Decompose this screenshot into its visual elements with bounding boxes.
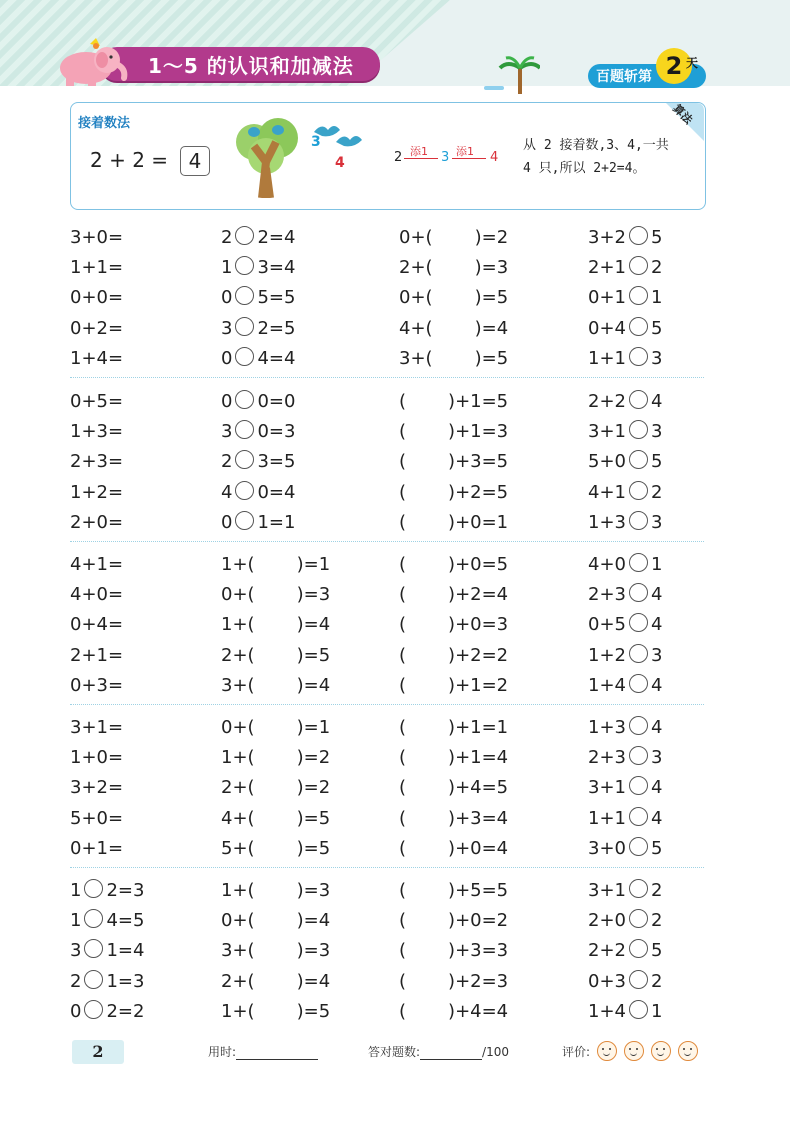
exercise-item: ( )+3=3 bbox=[399, 940, 509, 962]
exercise-item: 2+0 2 bbox=[588, 910, 663, 932]
sequence-start: 2 bbox=[394, 150, 403, 165]
comparison-circle[interactable] bbox=[629, 837, 648, 856]
exercise-item: 2+3= bbox=[70, 451, 124, 473]
smiley-face-icon[interactable] bbox=[678, 1041, 698, 1061]
exercise-item: 1+3= bbox=[70, 421, 124, 443]
palm-tree-icon bbox=[484, 56, 540, 96]
smiley-face-icon[interactable] bbox=[597, 1041, 617, 1061]
corner-tag-label: 算法 bbox=[670, 101, 696, 127]
exercise-item: 4+1= bbox=[70, 554, 124, 575]
section-divider bbox=[70, 704, 704, 705]
exercise-item: 1+4 1 bbox=[588, 1000, 663, 1022]
exercise-item: 0+( )=5 bbox=[399, 287, 509, 309]
exercise-item: 2+1= bbox=[70, 644, 124, 666]
exercise-item: 1+1= bbox=[70, 257, 124, 279]
smiley-face-icon[interactable] bbox=[624, 1041, 644, 1061]
exercise-item: 2+( )=4 bbox=[221, 970, 331, 992]
bird-count-b: 4 bbox=[335, 155, 345, 171]
comparison-circle[interactable] bbox=[629, 226, 648, 245]
exercise-item: 1+4 4 bbox=[588, 674, 663, 696]
comparison-circle[interactable] bbox=[629, 970, 648, 989]
exercise-item: ( )+2=2 bbox=[399, 644, 509, 666]
exercise-row bbox=[0, 508, 790, 538]
exercise-row bbox=[0, 580, 790, 610]
exercise-item: ( )+1=1 bbox=[399, 717, 509, 738]
exercise-item: 1+( )=4 bbox=[221, 614, 331, 636]
exercise-item: 1+2= bbox=[70, 481, 124, 503]
exercise-row bbox=[0, 743, 790, 773]
exercise-item: 3 1=4 bbox=[70, 940, 145, 962]
exercise-row bbox=[0, 906, 790, 936]
exercise-row bbox=[0, 610, 790, 640]
page-number: 2 bbox=[72, 1040, 124, 1064]
sequence-end: 4 bbox=[490, 150, 499, 165]
exercise-item: ( )+4=4 bbox=[399, 1000, 509, 1022]
exercise-item: ( )+3=4 bbox=[399, 807, 509, 829]
exercise-item: ( )+0=4 bbox=[399, 837, 509, 859]
elephant-icon bbox=[52, 38, 132, 88]
exercise-item: 2+( )=2 bbox=[221, 777, 331, 799]
comparison-circle[interactable] bbox=[235, 317, 254, 336]
time-field bbox=[208, 1043, 318, 1060]
exercise-row bbox=[0, 773, 790, 803]
correct-field bbox=[368, 1043, 509, 1060]
exercise-item: 0+( )=3 bbox=[221, 584, 331, 606]
exercise-row bbox=[0, 223, 790, 253]
smiley-face-icon[interactable] bbox=[651, 1041, 671, 1061]
exercise-item: 2+0= bbox=[70, 511, 124, 533]
exercise-item: 1+( )=2 bbox=[221, 747, 331, 769]
exercise-item: ( )+1=2 bbox=[399, 674, 509, 696]
comparison-circle[interactable] bbox=[84, 879, 103, 898]
method-description-line: 4 只,所以 2+2=4。 bbox=[523, 161, 646, 176]
exercise-row bbox=[0, 997, 790, 1027]
exercise-item: 0+( )=4 bbox=[221, 910, 331, 932]
exercise-item: 2+2 5 bbox=[588, 940, 663, 962]
comparison-circle[interactable] bbox=[629, 553, 648, 572]
comparison-circle[interactable] bbox=[84, 939, 103, 958]
comparison-circle[interactable] bbox=[629, 807, 648, 826]
exercise-item: 2 3=5 bbox=[221, 451, 296, 473]
exercise-row bbox=[0, 447, 790, 477]
exercise-item: ( )+0=3 bbox=[399, 614, 509, 636]
exercise-item: ( )+0=2 bbox=[399, 910, 509, 932]
exercise-item: 4+( )=5 bbox=[221, 807, 331, 829]
exercise-row bbox=[0, 936, 790, 966]
exercise-item: 4+0= bbox=[70, 584, 124, 606]
exercise-item: 1+1 4 bbox=[588, 807, 663, 829]
correct-blank[interactable] bbox=[420, 1059, 482, 1060]
exercise-item: ( )+2=3 bbox=[399, 970, 509, 992]
exercise-item: 0+3 2 bbox=[588, 970, 663, 992]
exercise-item: 1+( )=5 bbox=[221, 1000, 331, 1022]
exercise-item: 5+0 5 bbox=[588, 451, 663, 473]
exercise-row bbox=[0, 253, 790, 283]
exercise-item: 5+( )=5 bbox=[221, 837, 331, 859]
bird-count-a: 3 bbox=[311, 134, 321, 150]
exercise-item: 3+( )=5 bbox=[399, 347, 509, 369]
comparison-circle[interactable] bbox=[629, 317, 648, 336]
exercise-item: 1 4=5 bbox=[70, 910, 145, 932]
exercise-row bbox=[0, 641, 790, 671]
exercise-item: 2+1 2 bbox=[588, 257, 663, 279]
comparison-circle[interactable] bbox=[84, 1000, 103, 1019]
exercise-item: 0+( )=1 bbox=[221, 717, 331, 738]
sequence-arrow bbox=[404, 158, 438, 159]
method-description bbox=[523, 134, 669, 180]
exercise-row bbox=[0, 344, 790, 374]
comparison-circle[interactable] bbox=[629, 583, 648, 602]
exercise-item: 0 5=5 bbox=[221, 287, 296, 309]
exercise-item: 3+( )=4 bbox=[221, 674, 331, 696]
comparison-circle[interactable] bbox=[235, 226, 254, 245]
exercise-row bbox=[0, 967, 790, 997]
sequence-step-label: 添1 bbox=[410, 145, 428, 158]
day-number: 2 bbox=[656, 48, 692, 84]
comparison-circle[interactable] bbox=[629, 450, 648, 469]
comparison-circle[interactable] bbox=[84, 970, 103, 989]
time-label: 用时: bbox=[208, 1045, 237, 1059]
exercise-item: 1+( )=3 bbox=[221, 880, 331, 901]
exercise-item: 4+( )=4 bbox=[399, 317, 509, 339]
exercise-item: 0 4=4 bbox=[221, 347, 296, 369]
section-divider bbox=[70, 377, 704, 378]
exercise-item: ( )+2=4 bbox=[399, 584, 509, 606]
time-blank[interactable] bbox=[236, 1059, 318, 1060]
method-title: 接着数法 bbox=[78, 116, 131, 131]
comparison-circle[interactable] bbox=[235, 286, 254, 305]
comparison-circle[interactable] bbox=[629, 347, 648, 366]
exercise-item: ( )+3=5 bbox=[399, 451, 509, 473]
exercise-item: 0+4 5 bbox=[588, 317, 663, 339]
comparison-circle[interactable] bbox=[629, 674, 648, 693]
exercise-item: ( )+0=1 bbox=[399, 511, 509, 533]
exercise-row bbox=[0, 713, 790, 743]
exercise-row bbox=[0, 671, 790, 701]
exercise-item: ( )+2=5 bbox=[399, 481, 509, 503]
exercise-item: 1+4= bbox=[70, 347, 124, 369]
exercise-item: 0 2=2 bbox=[70, 1000, 145, 1022]
tree-icon bbox=[232, 112, 302, 198]
exercise-item: 3+1= bbox=[70, 717, 124, 738]
exercise-item: ( )+1=3 bbox=[399, 421, 509, 443]
exercise-item: 2+2 4 bbox=[588, 391, 663, 412]
exercise-row bbox=[0, 550, 790, 580]
exercise-row bbox=[0, 876, 790, 906]
correct-total: /100 bbox=[482, 1045, 509, 1059]
comparison-circle[interactable] bbox=[629, 716, 648, 735]
exercise-row bbox=[0, 834, 790, 864]
sequence-step-label: 添1 bbox=[456, 145, 474, 158]
exercise-row bbox=[0, 417, 790, 447]
comparison-circle[interactable] bbox=[629, 746, 648, 765]
exercise-item: 0+( )=2 bbox=[399, 227, 509, 248]
exercise-item: 3+( )=3 bbox=[221, 940, 331, 962]
comparison-circle[interactable] bbox=[629, 390, 648, 409]
exercise-item: 2+3 3 bbox=[588, 747, 663, 769]
exercise-item: 2+3 4 bbox=[588, 584, 663, 606]
comparison-circle[interactable] bbox=[629, 1000, 648, 1019]
exercise-item: 0+5= bbox=[70, 391, 124, 412]
comparison-circle[interactable] bbox=[629, 613, 648, 632]
sequence-arrow bbox=[452, 158, 486, 159]
comparison-circle[interactable] bbox=[84, 909, 103, 928]
section-divider bbox=[70, 867, 704, 868]
comparison-circle[interactable] bbox=[235, 511, 254, 530]
section-divider bbox=[70, 541, 704, 542]
comparison-circle[interactable] bbox=[629, 879, 648, 898]
exercise-item: 1+0= bbox=[70, 747, 124, 769]
exercise-item: 2 1=3 bbox=[70, 970, 145, 992]
exercise-item: 1+3 4 bbox=[588, 717, 663, 738]
exercise-item: ( )+1=4 bbox=[399, 747, 509, 769]
comparison-circle[interactable] bbox=[629, 481, 648, 500]
exercise-item: 5+0= bbox=[70, 807, 124, 829]
exercise-item: 1 3=4 bbox=[221, 257, 296, 279]
exercise-item: 2+( )=5 bbox=[221, 644, 331, 666]
sequence-mid: 3 bbox=[441, 150, 450, 165]
exercise-item: 3 2=5 bbox=[221, 317, 296, 339]
exercise-item: 0+1 1 bbox=[588, 287, 663, 309]
exercise-item: 3+2= bbox=[70, 777, 124, 799]
comparison-circle[interactable] bbox=[235, 347, 254, 366]
comparison-circle[interactable] bbox=[235, 481, 254, 500]
comparison-circle[interactable] bbox=[629, 420, 648, 439]
exercise-item: 3+0= bbox=[70, 227, 124, 248]
exercise-item: 1+1 3 bbox=[588, 347, 663, 369]
comparison-circle[interactable] bbox=[629, 286, 648, 305]
exercise-item: ( )+4=5 bbox=[399, 777, 509, 799]
comparison-circle[interactable] bbox=[235, 256, 254, 275]
exercise-item: 1+3 3 bbox=[588, 511, 663, 533]
comparison-circle[interactable] bbox=[629, 511, 648, 530]
exercise-item: 0+3= bbox=[70, 674, 124, 696]
exercise-item: 3+1 4 bbox=[588, 777, 663, 799]
exercise-item: ( )+0=5 bbox=[399, 554, 509, 575]
method-equation: 2 + 2 = bbox=[90, 148, 169, 172]
exercise-item: 3 0=3 bbox=[221, 421, 296, 443]
exercise-row bbox=[0, 804, 790, 834]
exercise-item: 0+1= bbox=[70, 837, 124, 859]
method-answer-box: 4 bbox=[180, 146, 210, 176]
comparison-circle[interactable] bbox=[629, 939, 648, 958]
day-unit: 天 bbox=[686, 56, 699, 70]
exercise-item: 3+1 3 bbox=[588, 421, 663, 443]
comparison-circle[interactable] bbox=[235, 390, 254, 409]
comparison-circle[interactable] bbox=[235, 420, 254, 439]
exercise-item: 0+4= bbox=[70, 614, 124, 636]
comparison-circle[interactable] bbox=[629, 644, 648, 663]
exercise-item: ( )+5=5 bbox=[399, 880, 509, 901]
exercise-item: 3+1 2 bbox=[588, 880, 663, 901]
exercise-item: 1 2=3 bbox=[70, 880, 145, 901]
rating-label: 评价: bbox=[562, 1045, 591, 1059]
comparison-circle[interactable] bbox=[629, 256, 648, 275]
exercise-item: 3+0 5 bbox=[588, 837, 663, 859]
exercise-item: 4+0 1 bbox=[588, 554, 663, 575]
exercise-row bbox=[0, 387, 790, 417]
exercise-item: 2+( )=3 bbox=[399, 257, 509, 279]
day-badge-label: 百题斩第 bbox=[596, 69, 652, 85]
method-description-line: 从 2 接着数,3、4,一共 bbox=[523, 138, 669, 153]
exercise-item: 1+( )=1 bbox=[221, 554, 331, 575]
comparison-circle[interactable] bbox=[235, 450, 254, 469]
exercise-item: 0+5 4 bbox=[588, 614, 663, 636]
exercise-row bbox=[0, 283, 790, 313]
exercise-row bbox=[0, 478, 790, 508]
exercise-item: 0 0=0 bbox=[221, 391, 296, 412]
exercise-item: 2 2=4 bbox=[221, 227, 296, 248]
exercise-item: 0+0= bbox=[70, 287, 124, 309]
comparison-circle[interactable] bbox=[629, 776, 648, 795]
comparison-circle[interactable] bbox=[629, 909, 648, 928]
exercise-item: 0+2= bbox=[70, 317, 124, 339]
exercise-item: 0 1=1 bbox=[221, 511, 296, 533]
exercise-item: ( )+1=5 bbox=[399, 391, 509, 412]
exercise-item: 4+1 2 bbox=[588, 481, 663, 503]
exercise-item: 4 0=4 bbox=[221, 481, 296, 503]
exercise-row bbox=[0, 314, 790, 344]
exercise-item: 1+2 3 bbox=[588, 644, 663, 666]
page-title: 1～5 的认识和加减法 bbox=[148, 54, 354, 78]
exercise-item: 3+2 5 bbox=[588, 227, 663, 248]
correct-label: 答对题数: bbox=[368, 1045, 421, 1059]
